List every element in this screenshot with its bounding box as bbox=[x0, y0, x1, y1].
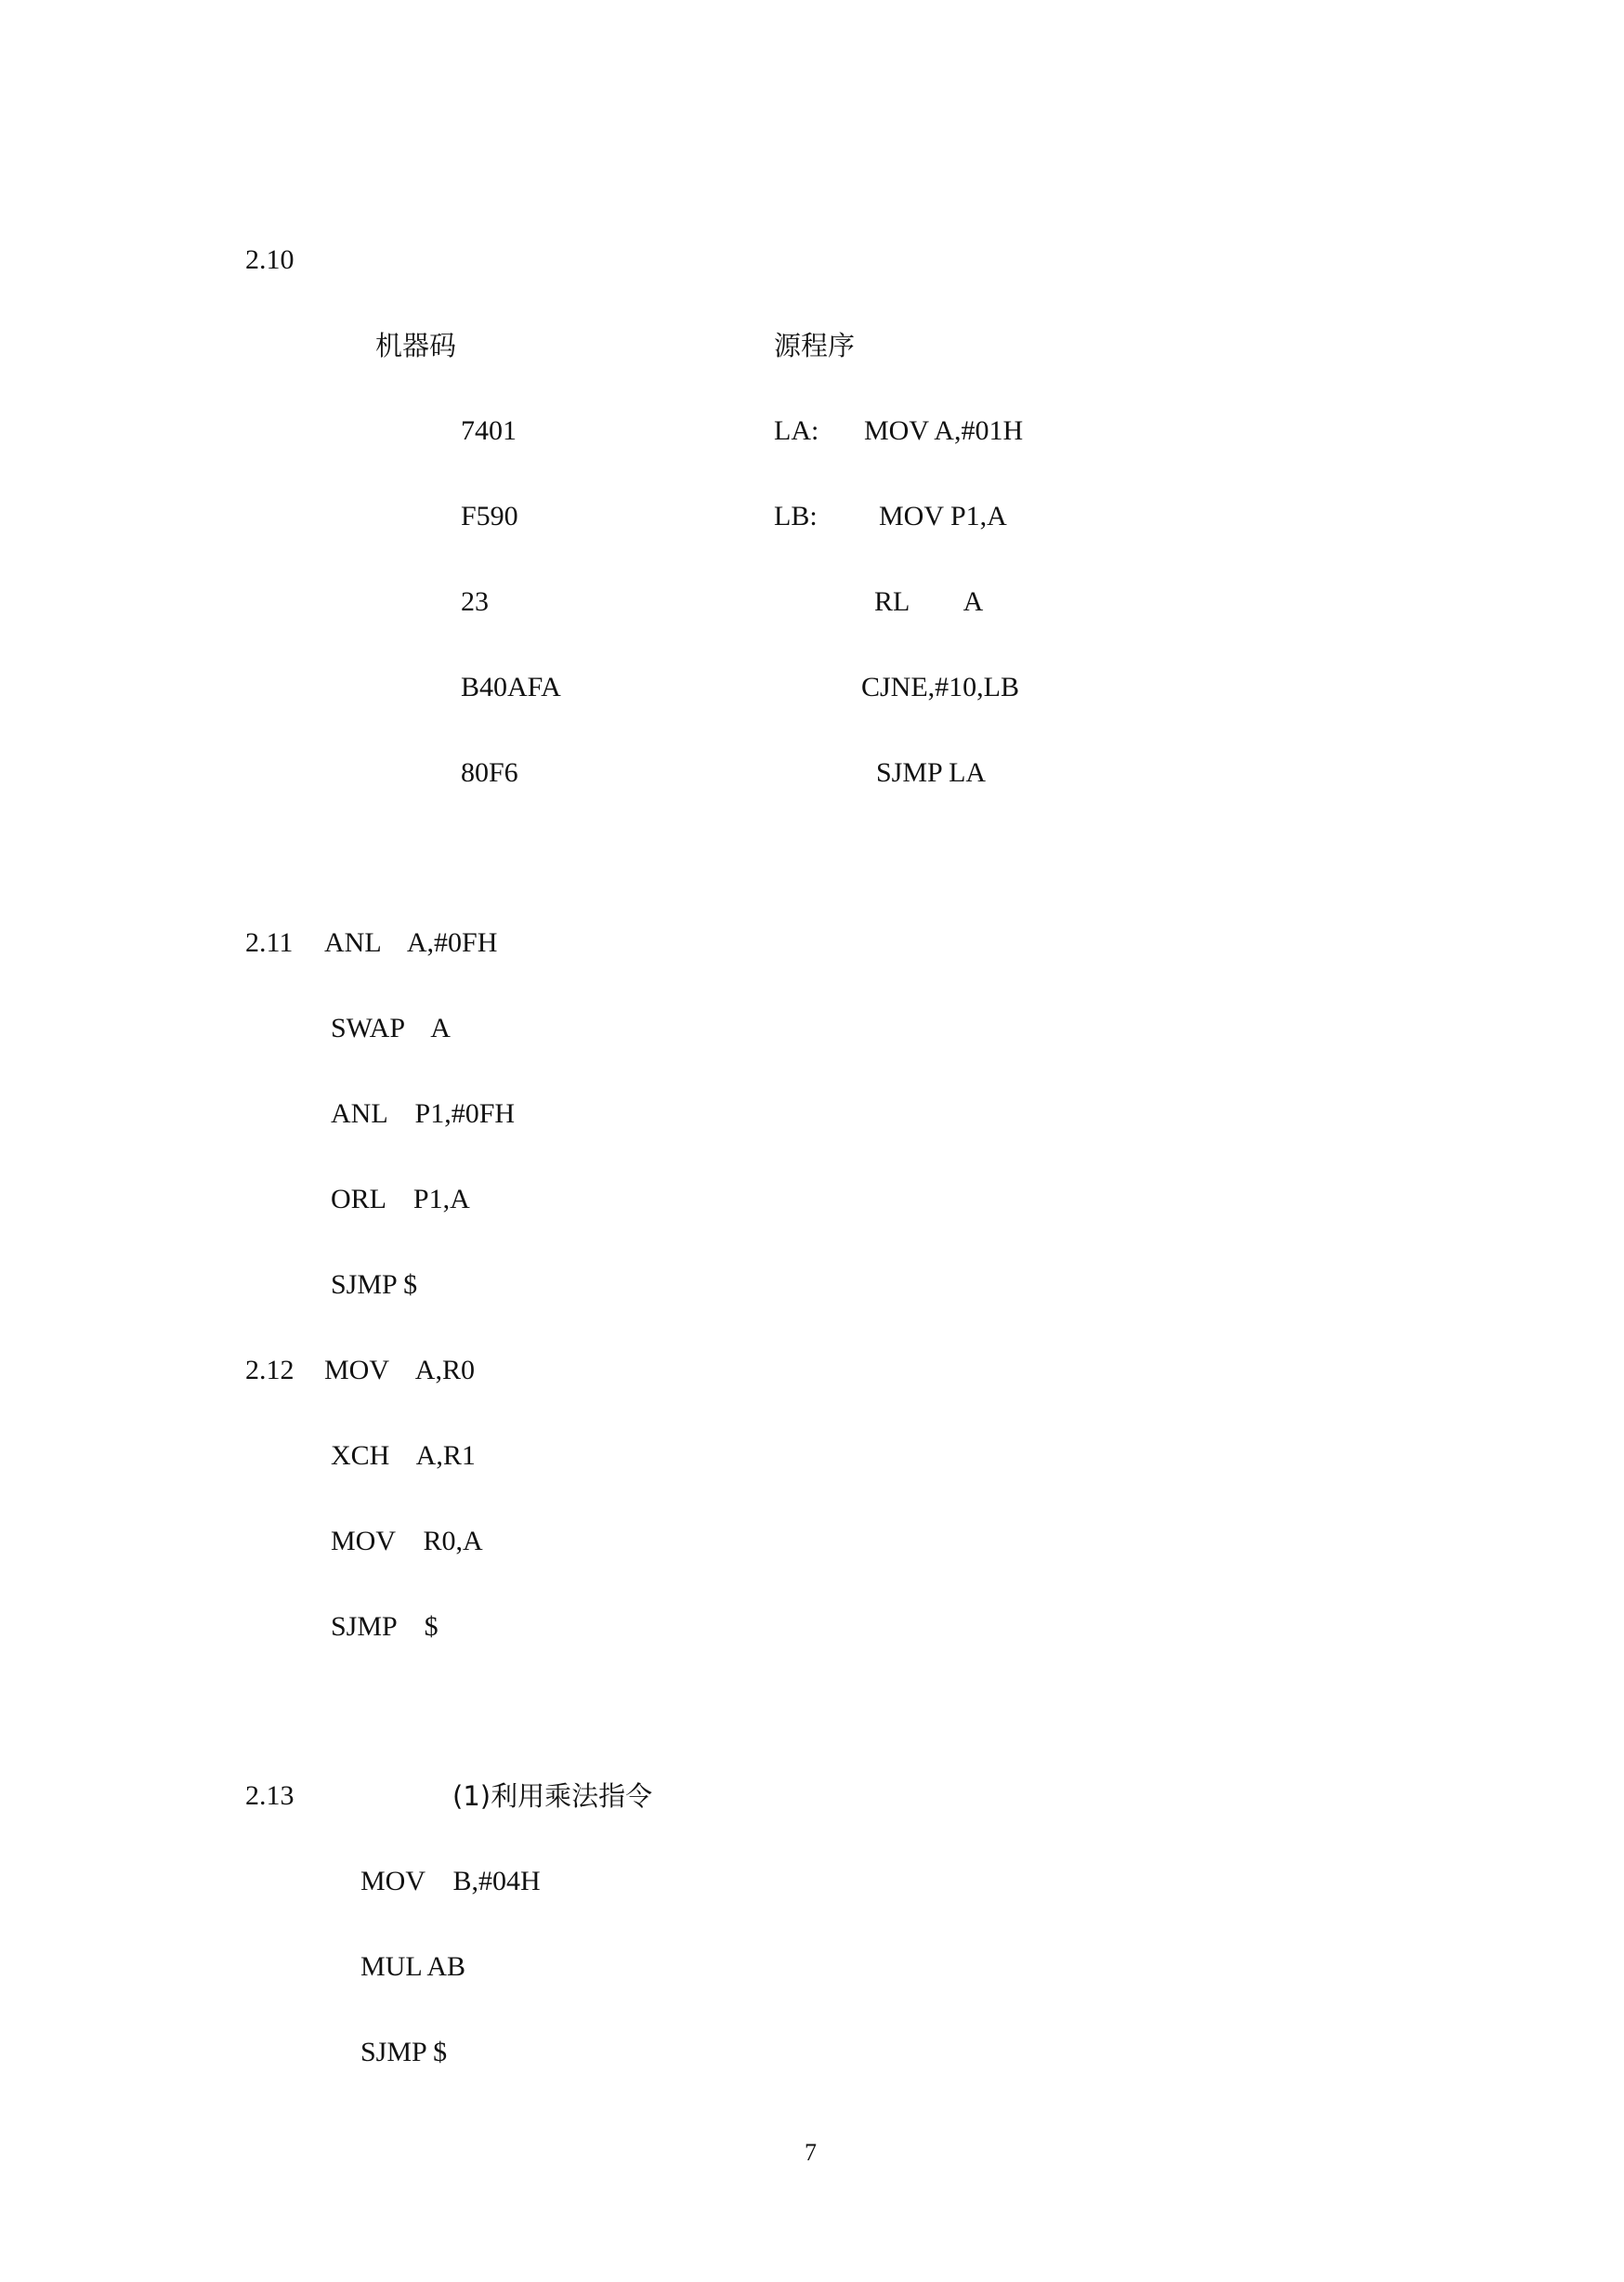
code-line: ANL A,#0FH bbox=[324, 927, 498, 958]
section-subtitle: (1)利用乘法指令 bbox=[452, 1780, 653, 1812]
code-line: SJMP $ bbox=[360, 2037, 448, 2067]
code-label: LB: bbox=[774, 501, 818, 531]
machine-code: 80F6 bbox=[461, 757, 518, 788]
page-number: 7 bbox=[805, 2139, 817, 2166]
machine-code: 23 bbox=[461, 586, 489, 617]
code-line: ORL P1,A bbox=[331, 1184, 470, 1214]
machine-code: F590 bbox=[461, 501, 518, 531]
source-instruction: MOV A,#01H bbox=[864, 415, 1024, 446]
source-program-header: 源程序 bbox=[774, 330, 856, 361]
code-line: MUL AB bbox=[360, 1951, 466, 1982]
machine-code: 7401 bbox=[461, 415, 517, 446]
source-instruction: CJNE,#10,LB bbox=[861, 672, 1020, 702]
code-label: LA: bbox=[774, 415, 819, 446]
code-line: SWAP A bbox=[331, 1013, 451, 1043]
source-instruction: RL A bbox=[874, 586, 984, 617]
machine-code: B40AFA bbox=[461, 672, 561, 702]
section-2-12-label: 2.12 bbox=[245, 1355, 295, 1385]
code-line: XCH A,R1 bbox=[331, 1440, 476, 1471]
code-line: SJMP $ bbox=[331, 1611, 439, 1642]
code-line: SJMP $ bbox=[331, 1269, 418, 1300]
section-2-11-label: 2.11 bbox=[245, 927, 294, 958]
section-2-10-label: 2.10 bbox=[245, 244, 295, 275]
code-line: MOV B,#04H bbox=[360, 1866, 541, 1896]
source-instruction: SJMP LA bbox=[876, 757, 987, 788]
code-line: MOV R0,A bbox=[331, 1526, 483, 1556]
source-instruction: MOV P1,A bbox=[879, 501, 1007, 531]
machine-code-header: 机器码 bbox=[375, 330, 457, 361]
code-line: ANL P1,#0FH bbox=[331, 1098, 516, 1129]
code-line: MOV A,R0 bbox=[324, 1355, 475, 1385]
section-2-13-label: 2.13 bbox=[245, 1780, 295, 1811]
